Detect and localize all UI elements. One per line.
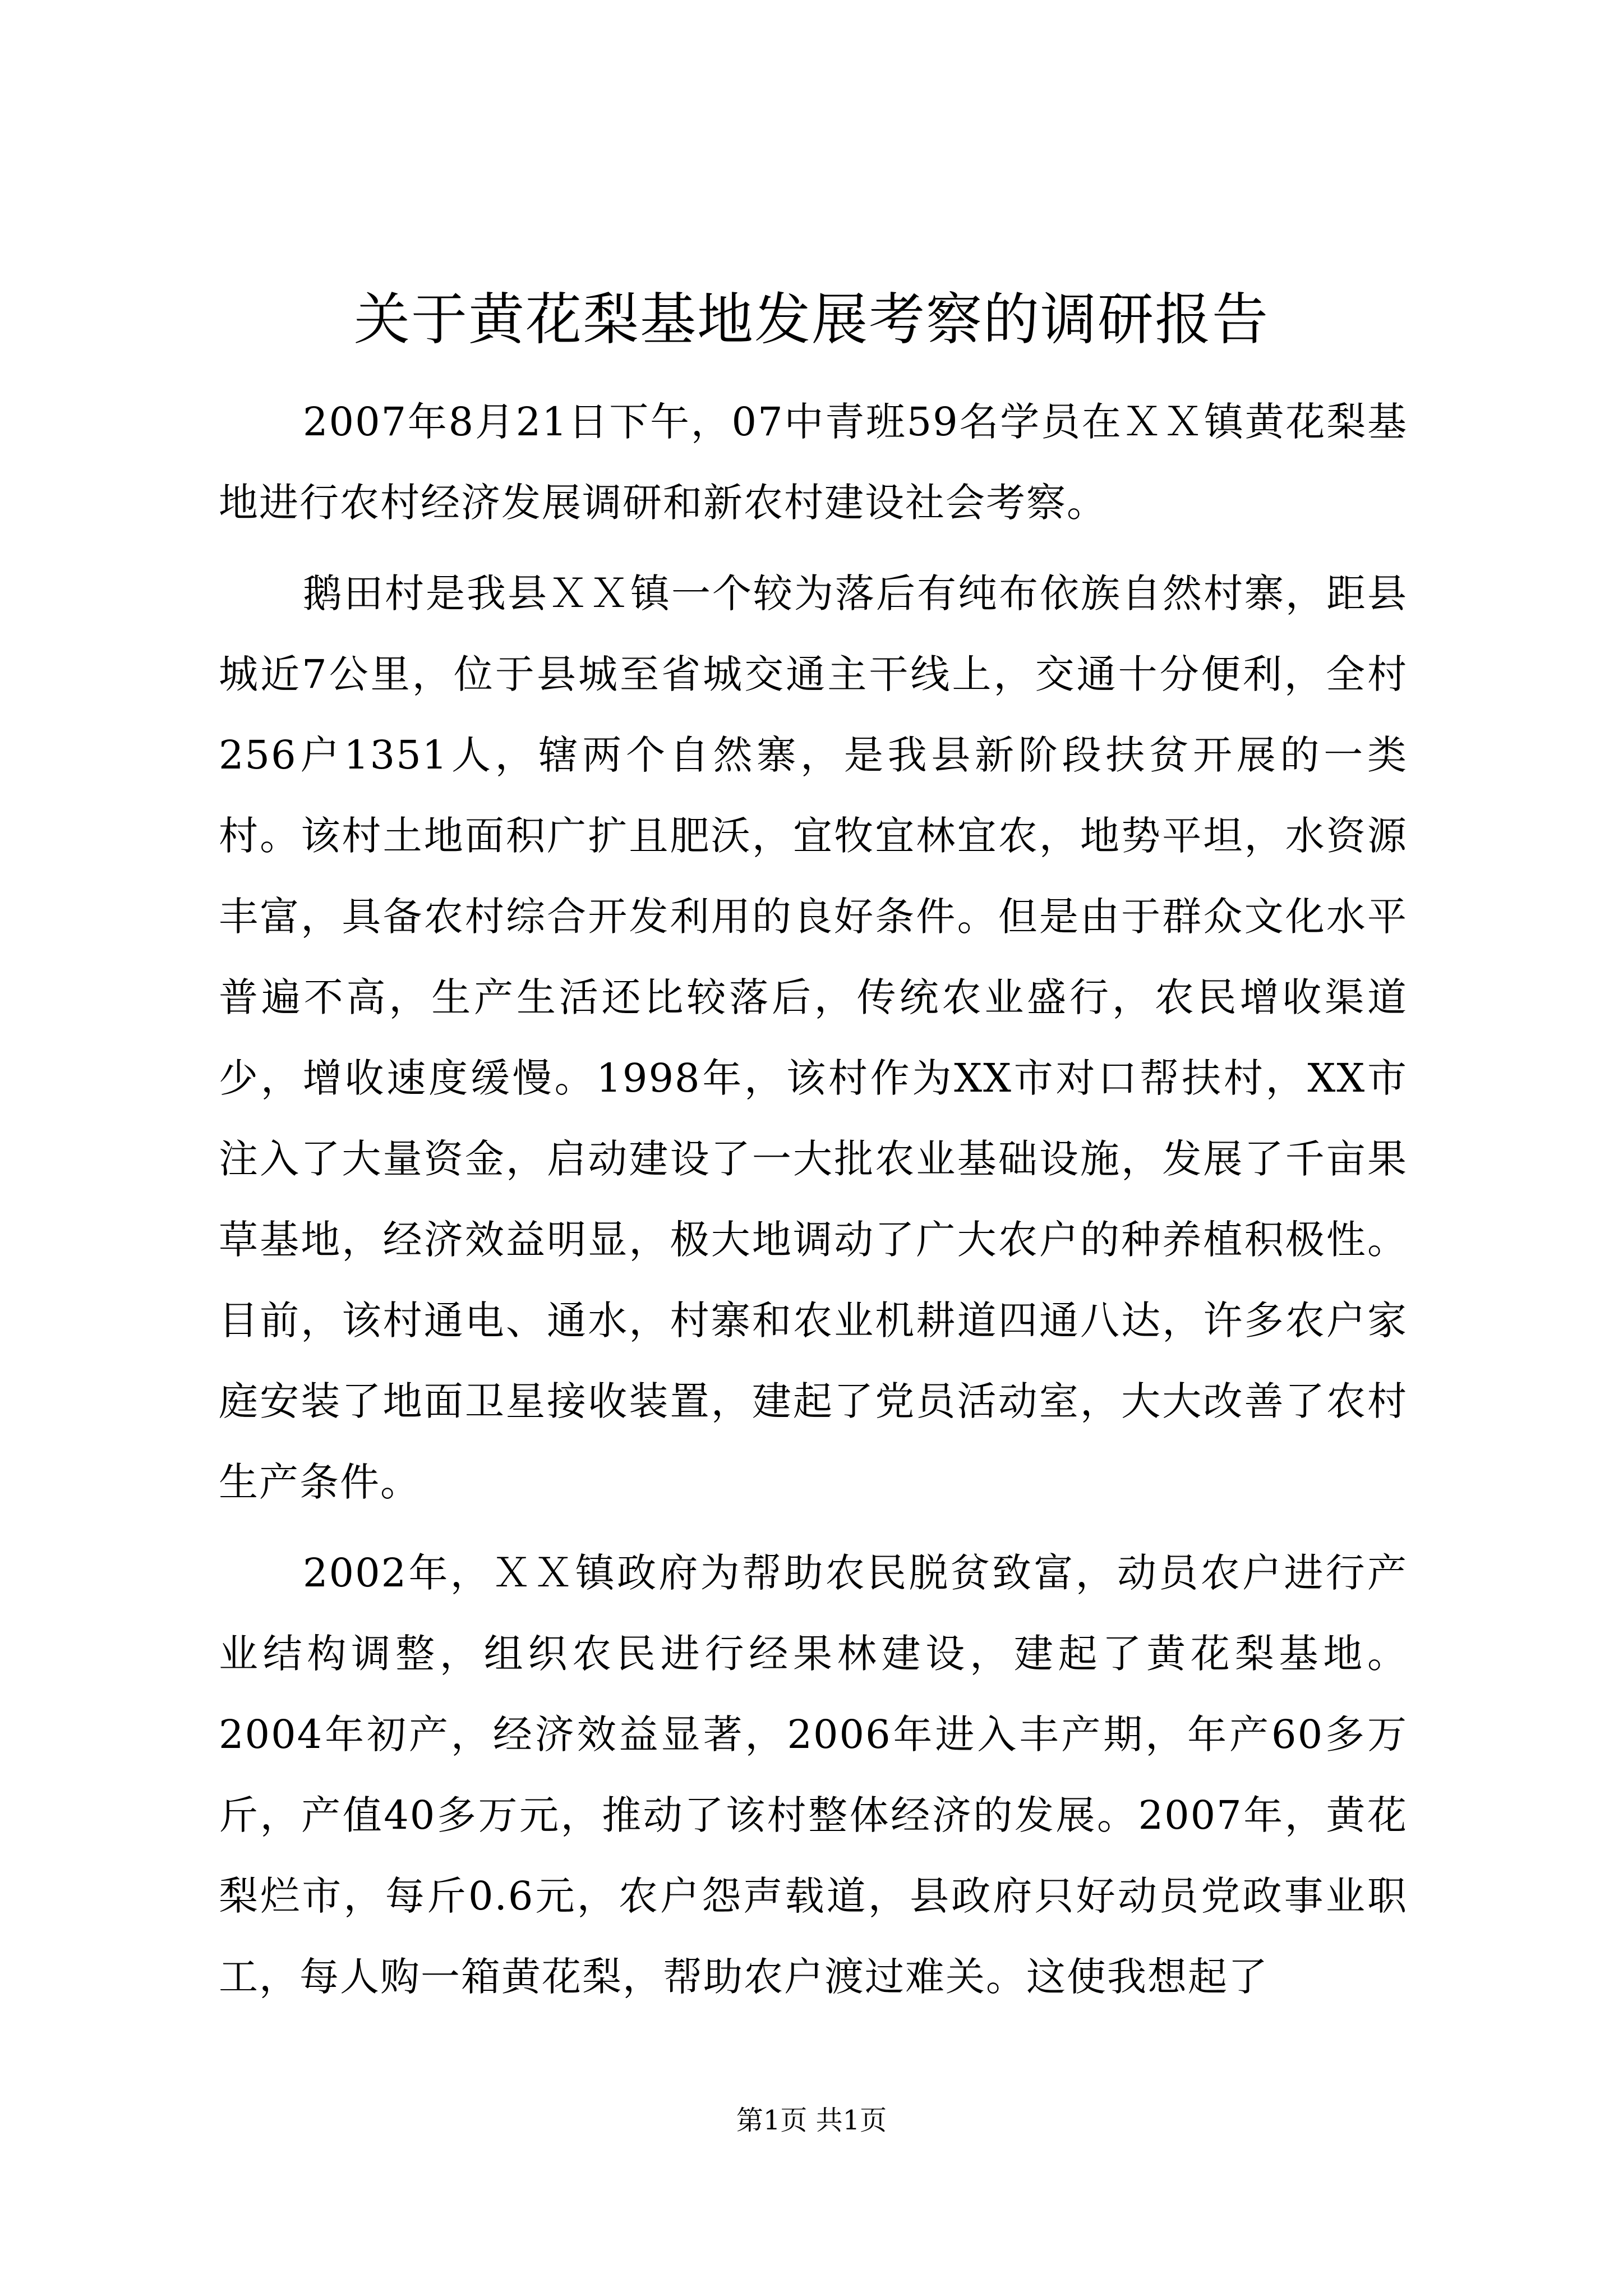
document-body <box>219 381 1408 2027</box>
page-footer: 第1页 共1页 <box>736 2105 887 2136</box>
paragraph-1: 2007年8月21日下午，07中青班59名学员在ＸＸ镇黄花梨基地进行农村经济发展调研和新农村建设社会考察。 <box>219 399 1408 526</box>
document-title: 关于黄花梨基地发展考察的调研报告 <box>354 287 1269 352</box>
paragraph-2: 鹅田村是我县ＸＸ镇一个较为落后有纯布依族自然村寨，距县城近7公里，位于县城至省城交通主干线上，交通十分便利，全村256户1351人，辖两个自然寨，是我县新阶段扶贫开展的一类村。该村土地面积广扩且肥沃，宜牧宜林宜农，地势平坦，水资源丰富，具备农村综合开发利用的良好条件。但是由于群众文化水平普遍不高，生产生活还比较落后，传统农业盛行，农民增收渠道少，增收速度缓慢。1998年，该村作为XX市对口帮扶村，XX市注入了大量资金，启动建设了一大批农业基础设施，发展了千亩果草基地，经济效益明显，极大地调动了广大农户的种养植积极性。目前，该村通电、通水，村寨和农业机耕道四通八达，许多农户家庭安装了地面卫星接收装置，建起了党员活动室，大大改善了农村生产条件。 <box>219 570 1408 1505</box>
paragraph-3: 2002年，ＸＸ镇政府为帮助农民脱贫致富，动员农户进行产业结构调整，组织农民进行经果林建设，建起了黄花梨基地。2004年初产，经济效益显著，2006年进入丰产期，年产60多万斤，产值40多万元，推动了该村整体经济的发展。2007年，黄花梨烂市，每斤0.6元，农户怨声载道，县政府只好动员党政事业职工，每人购一箱黄花梨，帮助农户渡过难关。这使我想起了 <box>219 1550 1408 2000</box>
